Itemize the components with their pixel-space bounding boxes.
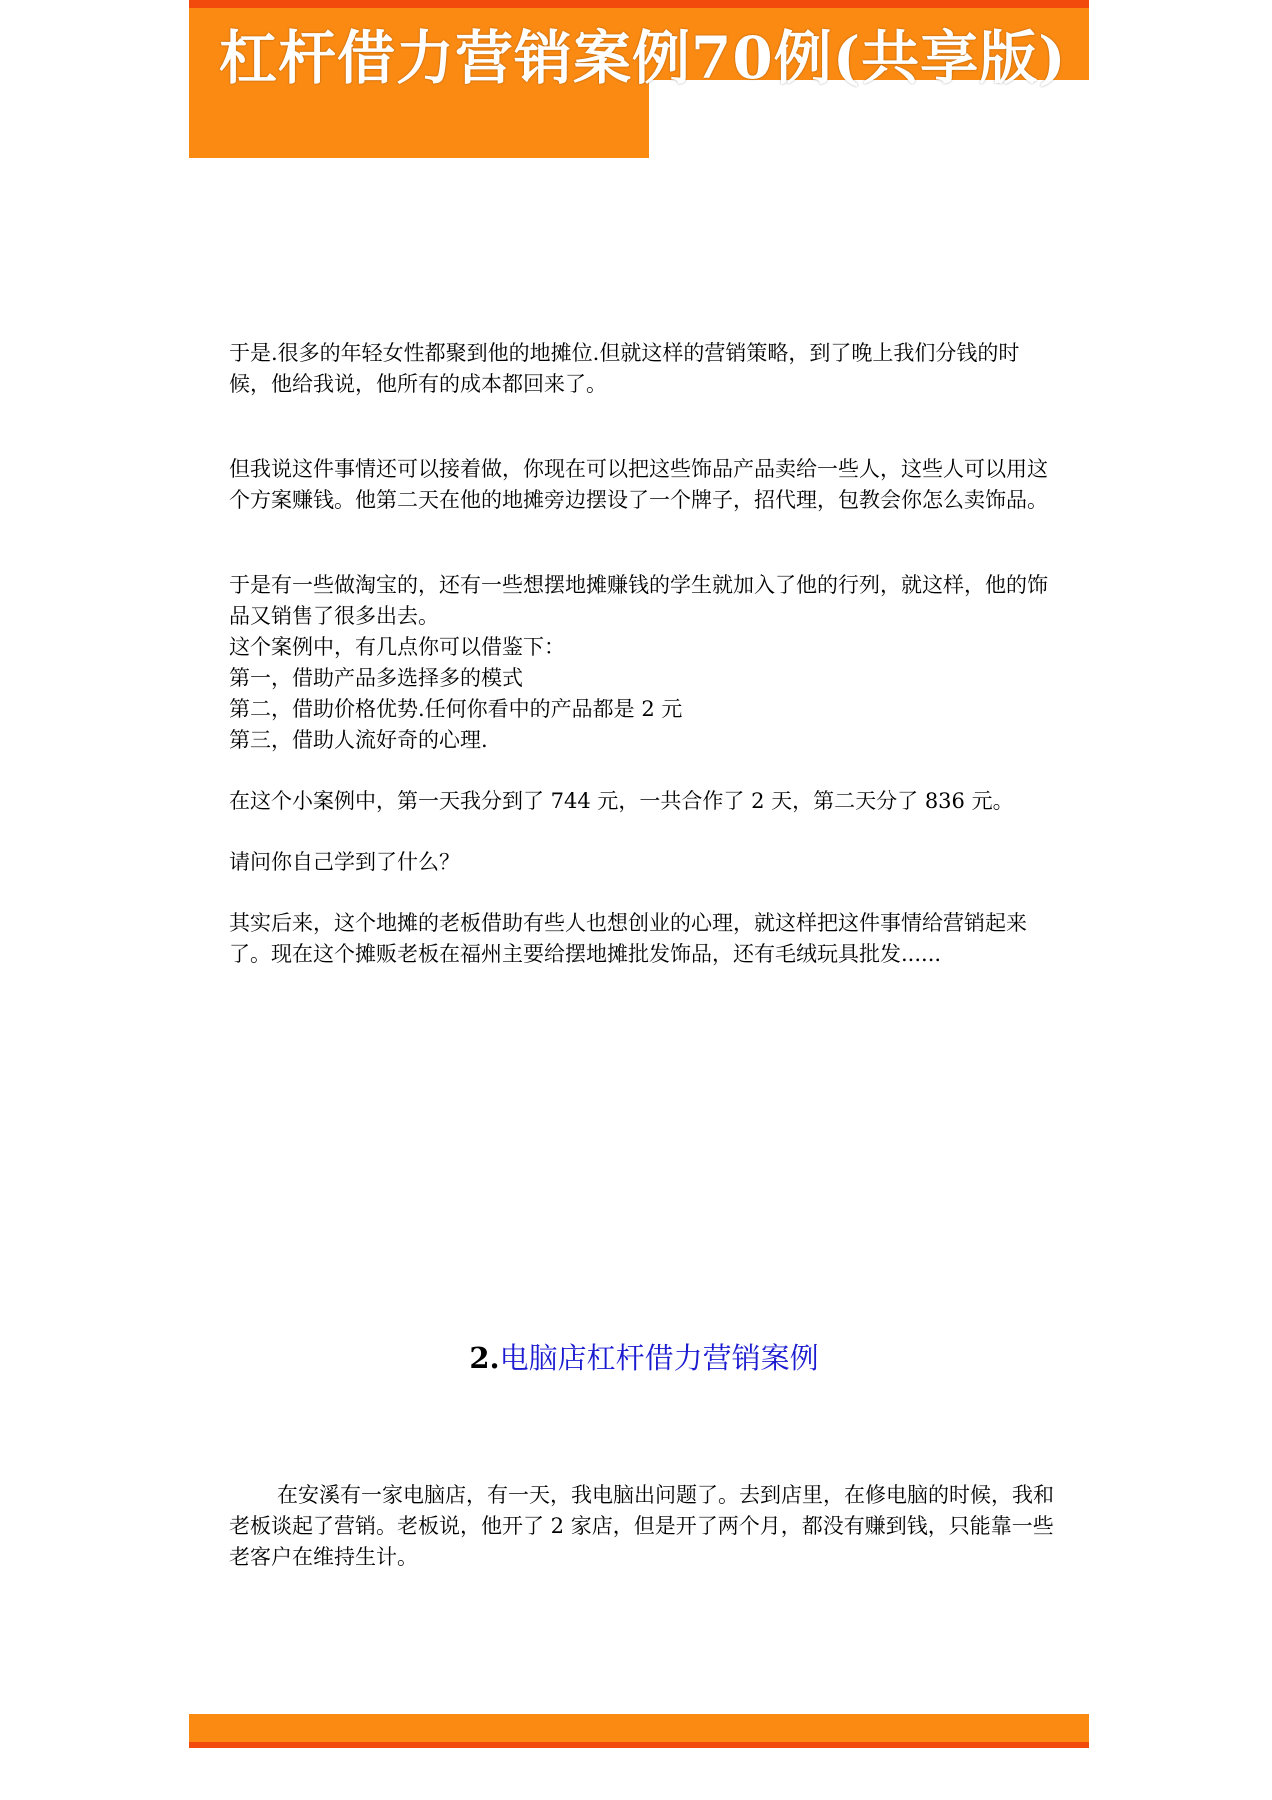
header-banner — [189, 0, 1089, 158]
section-number: 2. — [469, 1341, 500, 1375]
paragraph: 这个案例中，有几点你可以借鉴下： — [229, 635, 565, 659]
list-item: 第一，借助产品多选择多的模式 — [229, 666, 523, 690]
paragraph: 其实后来，这个地摊的老板借助有些人也想创业的心理，就这样把这件事情给营销起来了。现在这个摊贩老板在福州主要给摆地摊批发饰品，还有毛绒玩具批发...... — [229, 911, 1027, 966]
footer-bar — [189, 1714, 1089, 1748]
banner-title: 杠杆借力营销案例70例(共享版) — [219, 24, 1067, 92]
section-heading — [229, 1338, 1059, 1378]
list-item: 第二，借助价格优势.任何你看中的产品都是 2 元 — [229, 697, 683, 721]
paragraph: 但我说这件事情还可以接着做，你现在可以把这些饰品产品卖给一些人，这些人可以用这个方案赚钱。他第二天在他的地摊旁边摆设了一个牌子，招代理，包教会你怎么卖饰品。 — [229, 457, 1048, 512]
list-item: 第三，借助人流好奇的心理. — [229, 728, 488, 752]
paragraph: 在这个小案例中，第一天我分到了 744 元，一共合作了 2 天，第二天分了 836 元。 — [229, 789, 1014, 813]
paragraph: 于是有一些做淘宝的，还有一些想摆地摊赚钱的学生就加入了他的行列，就这样，他的饰品又销售了很多出去。 — [229, 573, 1048, 628]
paragraph: 请问你自己学到了什么？ — [229, 850, 460, 874]
section-title: 电脑店杠杆借力营销案例 — [499, 1341, 819, 1375]
paragraph: 于是.很多的年轻女性都聚到他的地摊位.但就这样的营销策略，到了晚上我们分钱的时候，他给我说，他所有的成本都回来了。 — [229, 341, 1020, 396]
document-body — [229, 338, 1059, 970]
paragraph: 在安溪有一家电脑店，有一天，我电脑出问题了。去到店里，在修电脑的时候，我和老板谈起了营销。老板说，他开了 2 家店，但是开了两个月，都没有赚到钱，只能靠一些老客户在维持生计。 — [229, 1483, 1054, 1569]
banner-top-line — [189, 0, 1089, 8]
footer-line — [189, 1742, 1089, 1748]
